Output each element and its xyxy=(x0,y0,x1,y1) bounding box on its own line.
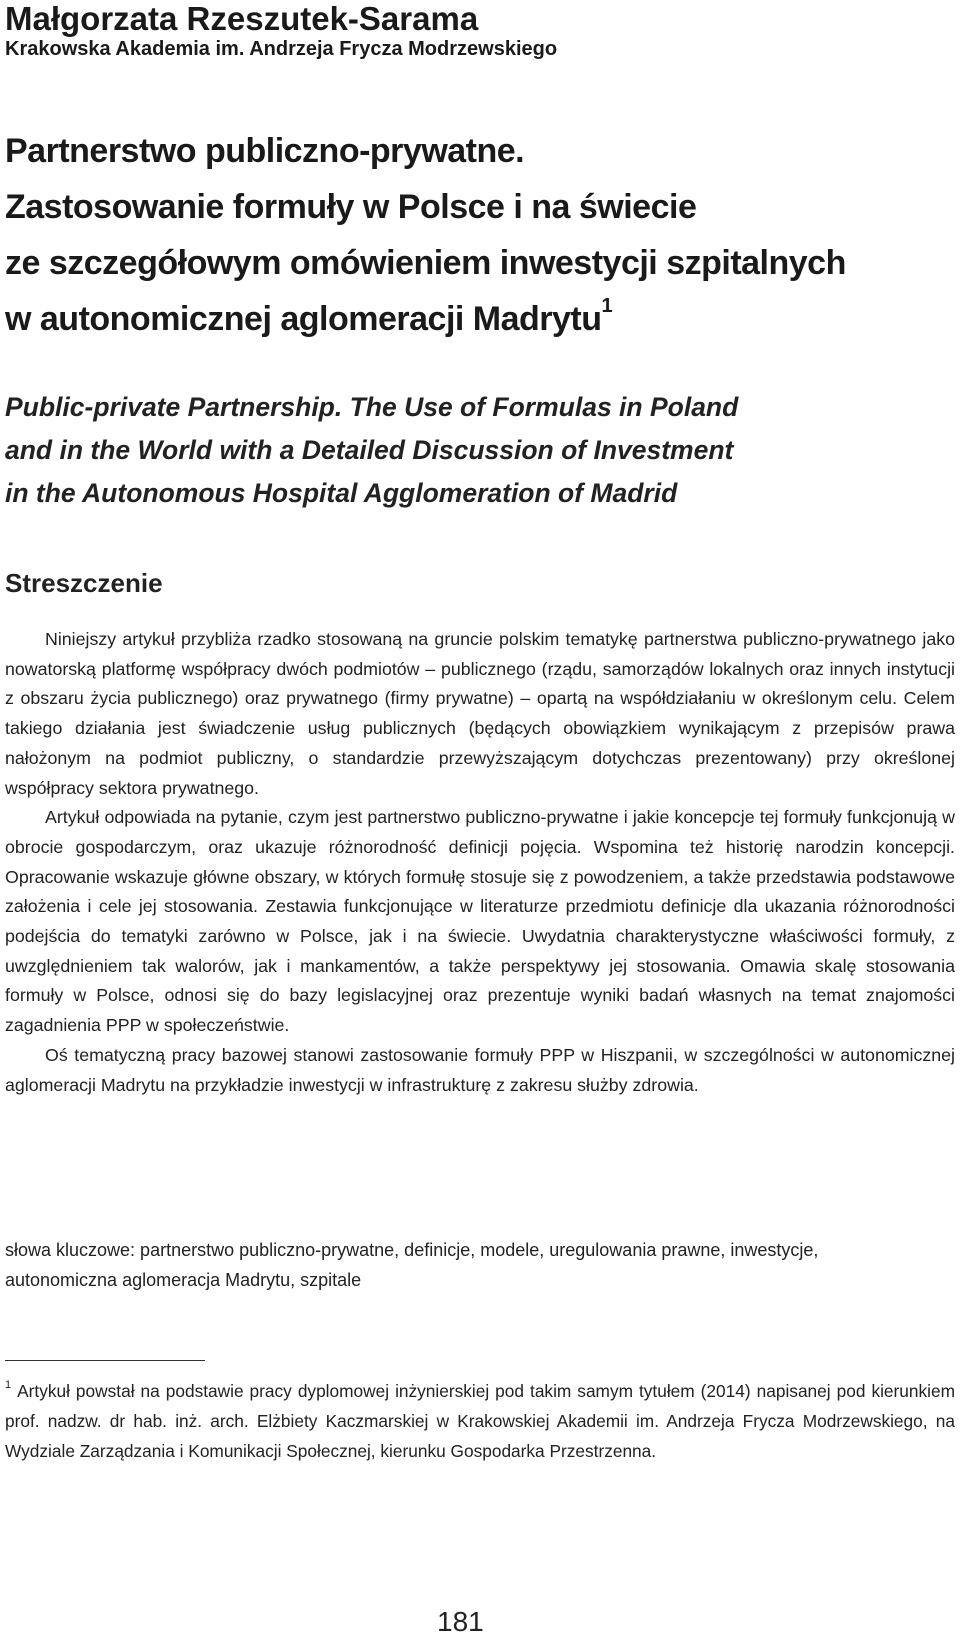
title-footnote-mark[interactable]: 1 xyxy=(601,294,613,317)
abstract-body xyxy=(5,625,955,1100)
keywords: słowa kluczowe: partnerstwo publiczno-prywatne, definicje, modele, uregulowania prawne, inwestycje, autonomiczna aglomeracja Madrytu, szpitale xyxy=(5,1240,819,1290)
title-pl-line-last xyxy=(5,291,955,347)
author-name: Małgorzata Rzeszutek-Sarama xyxy=(5,0,479,37)
abstract-paragraph: Niniejszy artykuł przybliża rzadko stosowaną na gruncie polskim tematykę partnerstwa publiczno-prywatnego jako nowatorską platformę współpracy dwóch podmiotów – publicznego (rządu, samorządów lokalnych oraz innych instytucji z obszaru życia publicznego) oraz prywatnego (firmy prywatne) – opartą na współdziałaniu w określonym celu. Celem takiego działania jest świadczenie usług publicznych (będących obowiązkiem wynikającym z przepisów prawa nałożonym na podmiot publiczny, o standardzie przewyższającym dotychczas prezentowany) przy określonej współpracy sektora prywatnego. xyxy=(5,629,955,798)
title-pl-line: w autonomicznej aglomeracji Madrytu xyxy=(5,300,602,338)
footnote-mark: 1 xyxy=(5,1379,12,1391)
footnote-divider xyxy=(5,1360,205,1361)
footnote xyxy=(5,1372,955,1466)
title-en-line: Public-private Partnership. The Use of Formulas in Poland xyxy=(5,392,739,422)
title-pl-line: ze szczegółowym omówieniem inwestycji szpitalnych xyxy=(5,244,846,282)
section-heading: Streszczenie xyxy=(5,568,163,598)
title-en-line: and in the World with a Detailed Discussion of Investment xyxy=(5,435,734,465)
title-en-line: in the Autonomous Hospital Agglomeration of Madrid xyxy=(5,478,678,508)
title-polish xyxy=(5,123,955,347)
title-english xyxy=(5,386,955,515)
page-number: 181 xyxy=(437,1606,484,1637)
author-affiliation: Krakowska Akademia im. Andrzeja Frycza Modrzewskiego xyxy=(5,38,558,60)
title-pl-line: Zastosowanie formuły w Polsce i na świecie xyxy=(5,188,697,226)
abstract-paragraph: Artykuł odpowiada na pytanie, czym jest partnerstwo publiczno-prywatne i jakie koncepcje tej formuły funkcjonują w obrocie gospodarczym, oraz ukazuje różnorodność definicji pojęcia. Wspomina też historię narodzin koncepcji. Opracowanie wskazuje główne obszary, w których formułę stosuje się z powodzeniem, a także przedstawia podstawowe założenia i cele jej stosowania. Zestawia funkcjonujące w literaturze przedmiotu definicje dla ukazania różnorodności podejścia do tematyki zarówno w Polsce, jak i na świecie. Uwydatnia charakterystyczne właściwości formuły, z uwzględnieniem tak walorów, jak i mankamentów, a także perspektywy jej stosowania. Omawia skalę stosowania formuły w Polsce, odnosi się do bazy legislacyjnej oraz prezentuje wyniki badań własnych na temat znajomości zagadnienia PPP w społeczeństwie. xyxy=(5,807,955,1036)
title-pl-line: Partnerstwo publiczno-prywatne. xyxy=(5,132,525,170)
footnote-text: Artykuł powstał na podstawie pracy dyplomowej inżynierskiej pod takim samym tytułem (2014) napisanej pod kierunkiem prof. nadzw. dr hab. inż. arch. Elżbiety Kaczmarskiej w Krakowskiej Akademii im. Andrzeja Frycza Modrzewskiego, na Wydziale Zarządzania i Komunikacji Społecznej, kierunku Gospodarka Przestrzenna. xyxy=(5,1380,955,1461)
document-page xyxy=(5,0,955,1644)
abstract-paragraph: Oś tematyczną pracy bazowej stanowi zastosowanie formuły PPP w Hiszpanii, w szczególności w autonomicznej aglomeracji Madrytu na przykładzie inwestycji w infrastrukturę z zakresu służby zdrowia. xyxy=(5,1044,955,1095)
